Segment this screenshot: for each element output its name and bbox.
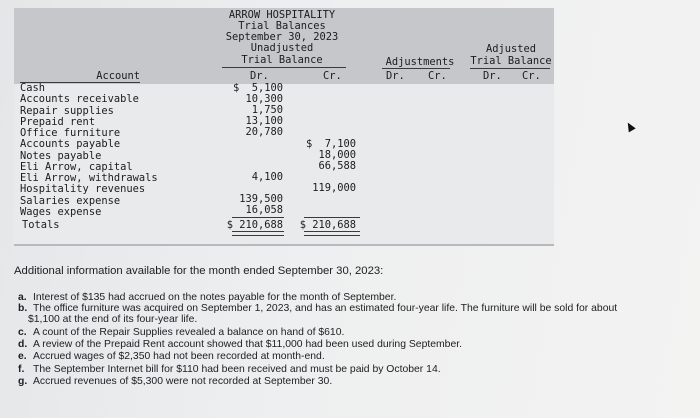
unadj-cr-total: $ 210,688 xyxy=(299,219,356,231)
account-name: Salaries expense xyxy=(20,194,121,207)
cr-double-rule xyxy=(304,231,360,236)
report-title: Trial Balances xyxy=(238,20,326,32)
account-name: Notes payable xyxy=(20,149,102,162)
info-item xyxy=(18,364,441,376)
additional-info-heading: Additional information available for the month ended September 30, 2023: xyxy=(14,265,384,277)
adjustments-heading: Adjustments xyxy=(385,56,455,68)
report-date: September 30, 2023 xyxy=(225,31,339,43)
account-name: Repair supplies xyxy=(20,104,114,117)
info-item-text: Accrued revenues of $5,300 were not recorded at September 30. xyxy=(33,376,333,387)
info-item-text: Accrued wages of $2,350 had not been recorded at month-end. xyxy=(33,351,325,362)
adjusted-underline xyxy=(470,68,550,69)
unadj-cr-amount: $ 7,100 xyxy=(305,138,356,150)
info-item-label: b. xyxy=(18,303,28,314)
unadj-dr-amount: 4,100 xyxy=(251,171,283,183)
info-item xyxy=(28,314,197,326)
info-item xyxy=(18,303,617,315)
cr-total-rule xyxy=(304,217,360,218)
unadjusted-heading: Unadjusted xyxy=(250,42,314,54)
adj-cr-header: Cr. xyxy=(428,70,447,82)
info-item-label: c. xyxy=(18,327,27,338)
account-name: Hospitality revenues xyxy=(20,183,146,196)
unadj-cr-amount: 119,000 xyxy=(312,182,356,194)
info-item-text: The office furniture was acquired on September 1, 2023, and has an estimated four-year life. The furniture will be sold for about xyxy=(33,303,618,314)
adjusted-subheading: Trial Balance xyxy=(470,55,552,67)
unadj-cr-header: Cr. xyxy=(323,70,342,82)
account-name: Office furniture xyxy=(20,127,121,139)
info-item-text: A count of the Repair Supplies revealed a balance on hand of $610. xyxy=(33,327,345,338)
totals-label: Totals xyxy=(22,219,60,231)
info-item-text: A review of the Prepaid Rent account showed that $11,000 had been used during September. xyxy=(33,339,463,350)
unadj-dr-amount: 20,780 xyxy=(245,126,283,138)
company-name: ARROW HOSPITALITY xyxy=(228,9,336,21)
account-name: Cash xyxy=(20,82,46,94)
adj-dr-header: Dr. xyxy=(386,70,405,82)
unadj-dr-amount: 1,750 xyxy=(251,104,283,116)
unadj-dr-total: $ 210,688 xyxy=(226,219,283,231)
adjusted-heading: Adjusted xyxy=(485,43,537,55)
info-item xyxy=(18,327,344,339)
account-name: Accounts payable xyxy=(20,138,121,151)
mouse-cursor-icon xyxy=(624,121,635,133)
unadj-cr-amount: 66,588 xyxy=(318,160,356,172)
unadjusted-subheading: Trial Balance xyxy=(241,54,323,66)
unadjusted-underline xyxy=(222,67,346,68)
account-name: Eli Arrow, capital xyxy=(20,160,133,173)
unadj-dr-amount: 10,300 xyxy=(245,93,283,105)
account-name: Wages expense xyxy=(20,205,102,218)
unadj-dr-amount: 139,500 xyxy=(239,193,283,205)
adjustments-underline xyxy=(382,68,450,69)
info-item-text: $1,100 at the end of its four-year life. xyxy=(28,314,198,325)
unadj-dr-amount: 16,058 xyxy=(245,204,283,216)
unadj-dr-header: Dr. xyxy=(250,70,269,82)
dr-total-rule xyxy=(232,217,284,218)
info-item-label: f. xyxy=(18,364,25,375)
info-item xyxy=(18,292,396,304)
account-name: Eli Arrow, withdrawals xyxy=(20,172,158,184)
unadj-dr-amount: 13,100 xyxy=(245,115,283,127)
unadj-dr-amount: $ 5,100 xyxy=(232,82,283,94)
adjusted-dr-header: Dr. xyxy=(483,70,502,82)
info-item-label: d. xyxy=(18,339,28,350)
account-name: Accounts receivable xyxy=(20,93,139,106)
account-name: Prepaid rent xyxy=(20,115,96,128)
info-item-text: Interest of $135 had accrued on the notes payable for the month of September. xyxy=(33,292,397,303)
sheet-bottom-edge xyxy=(14,244,554,246)
info-item-label: e. xyxy=(18,351,27,362)
info-item xyxy=(18,339,462,351)
unadj-cr-amount: 18,000 xyxy=(318,149,356,161)
adjusted-cr-header: Cr. xyxy=(522,70,541,82)
info-item-text: The September Internet bill for $110 had been received and must be paid by October 14. xyxy=(33,364,441,375)
info-item xyxy=(18,351,325,363)
info-item-label: g. xyxy=(18,376,28,387)
info-item xyxy=(18,376,332,388)
info-item-label: a. xyxy=(18,292,27,303)
account-column-header: Account xyxy=(96,70,140,82)
dr-double-rule xyxy=(232,231,284,236)
